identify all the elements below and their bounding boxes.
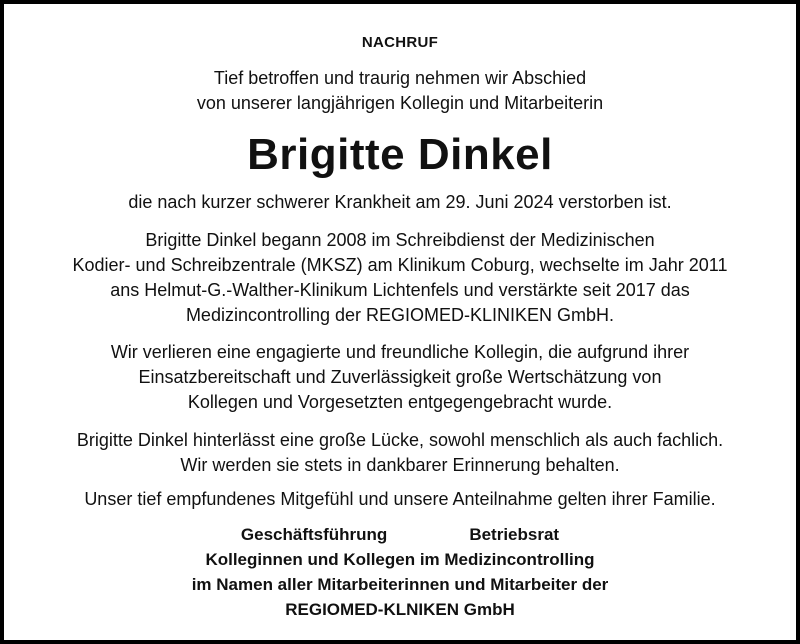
- career-line: Medizincontrolling der REGIOMED-KLINIKEN GmbH.: [185, 305, 615, 325]
- signature-management: Geschäftsführung: [240, 525, 388, 544]
- loss-paragraph: [4, 428, 796, 478]
- notice-heading: NACHRUF: [361, 34, 439, 51]
- intro-line: von unserer langjährigen Kollegin und Mitarbeiterin: [196, 93, 604, 113]
- tribute-paragraph: [4, 340, 796, 415]
- career-line: ans Helmut-G.-Walther-Klinikum Lichtenfels und verstärkte seit 2017 das: [110, 280, 690, 300]
- tribute-line: Kollegen und Vorgesetzten entgegengebracht wurde.: [187, 392, 613, 412]
- tribute-line: Einsatzbereitschaft und Zuverlässigkeit große Wertschätzung von: [138, 367, 662, 387]
- career-paragraph: [4, 228, 796, 328]
- intro-line: Tief betroffen und traurig nehmen wir Abschied: [213, 68, 587, 88]
- signature-staff: im Namen aller Mitarbeiterinnen und Mitarbeiter der: [191, 575, 609, 594]
- death-statement: [4, 190, 796, 215]
- loss-line: Brigitte Dinkel hinterlässt eine große Lücke, sowohl menschlich als auch fachlich.: [76, 430, 724, 450]
- intro-text: [4, 66, 796, 116]
- signature-company: REGIOMED-KLNIKEN GmbH: [285, 600, 515, 619]
- death-line: die nach kurzer schwerer Krankheit am 29. Juni 2024 verstorben ist.: [128, 192, 672, 212]
- signature-colleagues: Kolleginnen und Kollegen im Medizincontrolling: [205, 550, 595, 569]
- tribute-line: Wir verlieren eine engagierte und freundliche Kollegin, die aufgrund ihrer: [110, 342, 690, 362]
- career-line: Kodier- und Schreibzentrale (MKSZ) am Klinikum Coburg, wechselte im Jahr 2011: [72, 255, 728, 275]
- career-line: Brigitte Dinkel begann 2008 im Schreibdienst der Medizinischen: [145, 230, 655, 250]
- deceased-name: Brigitte Dinkel: [247, 130, 553, 179]
- loss-line: Wir werden sie stets in dankbarer Erinnerung behalten.: [180, 455, 620, 475]
- sympathy-paragraph: [4, 487, 796, 512]
- signature-row: [4, 522, 796, 547]
- signature-works-council: Betriebsrat: [469, 525, 560, 544]
- sympathy-line: Unser tief empfundenes Mitgefühl und unsere Anteilnahme gelten ihrer Familie.: [84, 489, 716, 509]
- signature-block: [4, 522, 796, 622]
